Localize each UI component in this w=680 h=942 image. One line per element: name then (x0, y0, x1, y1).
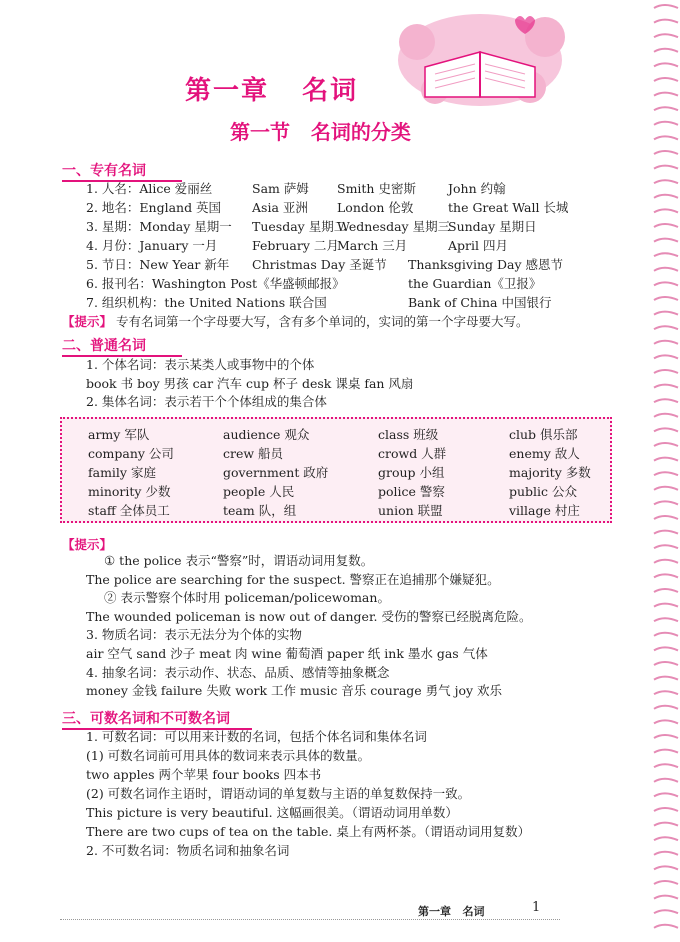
collective-noun-item: group 小组 (378, 465, 445, 480)
spiral-ring (654, 370, 678, 373)
proper-noun-item: Wednesday 星期三 (337, 219, 451, 234)
collective-noun-item: company 公司 (88, 446, 174, 461)
collective-noun-def: 2. 集体名词：表示若干个个体组成的集合体 (86, 394, 327, 409)
spiral-ring (654, 487, 678, 490)
countable-noun-line: 2. 不可数名词：物质名词和抽象名词 (86, 843, 290, 858)
proper-noun-item: Thanksgiving Day 感恩节 (408, 257, 563, 272)
collective-noun-item: crowd 人群 (378, 446, 447, 461)
collective-noun-item: majority 多数 (509, 465, 591, 480)
tip-line: ② 表示警察个体时用 policeman/policewoman。 (104, 590, 390, 606)
proper-noun-item: Christmas Day 圣诞节 (252, 257, 387, 272)
spiral-ring (654, 166, 678, 169)
chapter-title: 第一章 名词 (185, 76, 359, 106)
spiral-ring (654, 458, 678, 461)
proper-noun-item: March 三月 (337, 238, 408, 253)
countable-noun-line: 1. 可数名词：可以用来计数的名词，包括个体名词和集体名词 (86, 729, 427, 744)
spiral-ring (654, 764, 678, 767)
spiral-ring (654, 268, 678, 271)
proper-noun-item: 1. 人名：Alice 爱丽丝 (86, 181, 213, 196)
spiral-ring (654, 604, 678, 607)
tip-line: The police are searching for the suspect. 警察正在追捕那个嫌疑犯。 (86, 571, 500, 587)
tip-line: The wounded policeman is now out of danger. 受伤的警察已经脱离危险。 (86, 608, 532, 624)
spiral-ring (654, 20, 678, 23)
spiral-ring (654, 793, 678, 796)
spiral-ring (654, 837, 678, 840)
proper-noun-item: Asia 亚洲 (252, 200, 308, 215)
spiral-binding (650, 0, 680, 942)
spiral-ring (654, 706, 678, 709)
open-book-illustration (395, 2, 565, 107)
spiral-ring (654, 750, 678, 753)
spiral-ring (654, 472, 678, 475)
spiral-ring (654, 691, 678, 694)
spiral-ring (654, 808, 678, 811)
proper-noun-item: London 伦敦 (337, 200, 414, 215)
heading-countable-nouns: 三、可数名词和不可数名词 (62, 708, 230, 728)
collective-noun-item: family 家庭 (88, 465, 156, 480)
collective-noun-item: minority 少数 (88, 484, 171, 499)
tip-line: 3. 物质名词：表示无法分为个体的实物 (86, 627, 302, 643)
spiral-ring (654, 355, 678, 358)
spiral-ring (654, 881, 678, 884)
proper-noun-item: 6. 报刊名：Washington Post《华盛顿邮报》 (86, 276, 345, 291)
spiral-ring (654, 896, 678, 899)
proper-noun-item: John 约翰 (448, 181, 506, 196)
spiral-ring (654, 574, 678, 577)
collective-noun-item: enemy 敌人 (509, 446, 580, 461)
spiral-ring (654, 209, 678, 212)
proper-noun-item: 2. 地名：England 英国 (86, 200, 222, 215)
spiral-ring (654, 122, 678, 125)
spiral-ring (654, 297, 678, 300)
spiral-ring (654, 823, 678, 826)
spiral-ring (654, 326, 678, 329)
collective-noun-item: class 班级 (378, 427, 439, 442)
collective-noun-item: public 公众 (509, 484, 578, 499)
spiral-ring (654, 180, 678, 183)
spiral-ring (654, 414, 678, 417)
proper-noun-item: Sam 萨姆 (252, 181, 309, 196)
tip-line: 4. 抽象名词：表示动作、状态、品质、感情等抽象概念 (86, 664, 390, 680)
heading-common-nouns: 二、普通名词 (62, 335, 146, 355)
spiral-ring (654, 501, 678, 504)
spiral-ring (654, 545, 678, 548)
tip-line: air 空气 sand 沙子 meat 肉 wine 葡萄酒 paper 纸 ink 墨水 gas 气体 (86, 646, 488, 661)
spiral-ring (654, 531, 678, 534)
individual-noun-examples: book 书 boy 男孩 car 汽车 cup 杯子 desk 课桌 fan 风扇 (86, 376, 414, 391)
spiral-ring (654, 443, 678, 446)
proper-noun-item: 4. 月份：January 一月 (86, 238, 218, 253)
spiral-ring (654, 78, 678, 81)
spiral-ring (654, 5, 678, 8)
proper-noun-item: Smith 史密斯 (337, 181, 416, 196)
collective-noun-item: staff 全体员工 (88, 503, 170, 518)
collective-noun-item: union 联盟 (378, 503, 443, 518)
spiral-ring (654, 589, 678, 592)
spiral-ring (654, 925, 678, 928)
spiral-ring (654, 779, 678, 782)
collective-noun-item: audience 观众 (223, 427, 310, 442)
collective-noun-item: crew 船员 (223, 446, 284, 461)
heading-proper-nouns: 一、专有名词 (62, 160, 146, 180)
tip-common-nouns: 【提示】 (62, 537, 113, 552)
proper-noun-item: 3. 星期：Monday 星期一 (86, 219, 232, 234)
spiral-ring (654, 910, 678, 913)
spiral-ring (654, 341, 678, 344)
collective-nouns-box (60, 417, 612, 523)
spiral-ring (654, 662, 678, 665)
page-number: 1 (532, 900, 541, 915)
proper-noun-item: Tuesday 星期二 (252, 219, 347, 234)
spiral-ring (654, 151, 678, 154)
spiral-ring (654, 93, 678, 96)
spiral-ring (654, 516, 678, 519)
spiral-ring (654, 385, 678, 388)
spiral-ring (654, 49, 678, 52)
collective-noun-item: people 人民 (223, 484, 295, 499)
spiral-ring (654, 618, 678, 621)
spiral-ring (654, 399, 678, 402)
countable-noun-line: two apples 两个苹果 four books 四本书 (86, 767, 322, 782)
collective-noun-item: club 俱乐部 (509, 427, 578, 442)
proper-noun-item: 5. 节日：New Year 新年 (86, 257, 230, 272)
spiral-ring (654, 428, 678, 431)
spiral-ring (654, 282, 678, 285)
tip-line: ① the police 表示“警察”时，谓语动词用复数。 (104, 553, 374, 568)
spiral-ring (654, 852, 678, 855)
spiral-ring (654, 866, 678, 869)
proper-noun-item: the Great Wall 长城 (448, 200, 569, 215)
spiral-ring (654, 136, 678, 139)
collective-noun-item: army 军队 (88, 427, 150, 442)
proper-noun-item: 7. 组织机构：the United Nations 联合国 (86, 295, 327, 310)
spiral-ring (654, 224, 678, 227)
proper-noun-item: April 四月 (448, 238, 508, 253)
proper-noun-item: Bank of China 中国银行 (408, 295, 552, 310)
spiral-ring (654, 195, 678, 198)
tip-proper-nouns: 【提示】 专有名词第一个字母要大写，含有多个单词的，实词的第一个字母要大写。 (62, 314, 529, 329)
tip-line: money 金钱 failure 失败 work 工作 music 音乐 courage 勇气 joy 欢乐 (86, 683, 503, 699)
collective-noun-item: government 政府 (223, 465, 329, 480)
collective-noun-item: police 警察 (378, 484, 445, 499)
spiral-ring (654, 312, 678, 315)
countable-noun-line: There are two cups of tea on the table. 桌上有两杯茶。（谓语动词用复数） (86, 824, 531, 839)
proper-noun-item: February 二月 (252, 238, 339, 253)
spiral-ring (654, 63, 678, 66)
spiral-ring (654, 735, 678, 738)
collective-noun-item: village 村庄 (509, 503, 580, 518)
countable-noun-line: (1) 可数名词前可用具体的数词来表示具体的数量。 (86, 748, 371, 763)
spiral-ring (654, 253, 678, 256)
spiral-ring (654, 107, 678, 110)
section-title: 第一节 名词的分类 (230, 120, 411, 144)
countable-noun-line: This picture is very beautiful. 这幅画很美。（谓语动词用单数） (86, 805, 458, 820)
individual-noun-def: 1. 个体名词：表示某类人或事物中的个体 (86, 357, 315, 372)
footer-chapter-label: 第一章 名词 (418, 905, 485, 918)
proper-noun-item: the Guardian《卫报》 (408, 276, 542, 291)
spiral-ring (654, 720, 678, 723)
spiral-ring (654, 239, 678, 242)
spiral-ring (654, 677, 678, 680)
proper-noun-item: Sunday 星期日 (448, 219, 537, 234)
collective-noun-item: team 队，组 (223, 503, 297, 518)
spiral-ring (654, 633, 678, 636)
spiral-ring (654, 34, 678, 37)
footer-divider (60, 919, 560, 920)
countable-noun-line: (2) 可数名词作主语时，谓语动词的单复数与主语的单复数保持一致。 (86, 786, 471, 801)
spiral-ring (654, 647, 678, 650)
spiral-ring (654, 560, 678, 563)
